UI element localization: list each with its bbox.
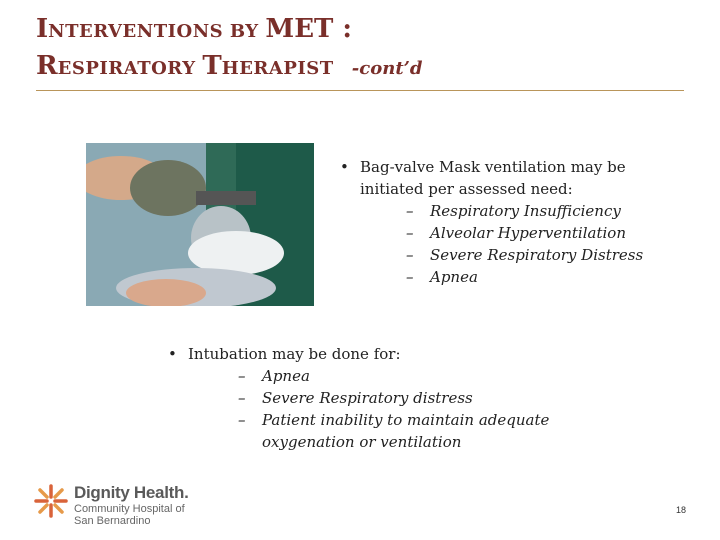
title-line-1: INTERVENTIONS BY MET : (36, 14, 353, 44)
sub-list-item: – Severe Respiratory Distress (406, 246, 644, 264)
list-item: • Intubation may be done for: (168, 345, 401, 363)
logo-text (74, 483, 189, 527)
sub-list-item: – Apnea (238, 367, 310, 385)
title-divider (36, 90, 684, 91)
bullet-glyph: • (340, 158, 349, 176)
bag-valve-mask-photo (86, 143, 314, 306)
bullet-glyph: • (168, 345, 177, 363)
logo-name: Dignity Health. (74, 483, 189, 502)
sub-list-item: – Alveolar Hyperventilation (406, 224, 626, 242)
sub-list-item: – Respiratory Insufficiency (406, 202, 621, 220)
title-cont: -cont’d (351, 58, 423, 79)
page-number: 18 (675, 505, 686, 515)
title-line-2: RESPIRATORY THERAPIST -cont’d (36, 51, 423, 81)
slide-title (36, 12, 696, 86)
logo-sub-2: San Bernardino (74, 515, 151, 527)
intubation-bullet (168, 343, 688, 453)
logo-sub-1: Community Hospital of (74, 503, 185, 515)
sub-list-item: – Severe Respiratory distress (238, 389, 473, 407)
sub-list-item: – Apnea (406, 268, 478, 286)
bag-valve-bullet (340, 156, 700, 288)
list-item: • Bag-valve Mask ventilation may be initiated per assessed need: (340, 158, 626, 198)
sub-list-item: – Patient inability to maintain adequate (238, 411, 550, 429)
sub-list-continuation: oxygenation or ventilation (262, 433, 462, 451)
dignity-health-logo-icon (32, 482, 70, 520)
